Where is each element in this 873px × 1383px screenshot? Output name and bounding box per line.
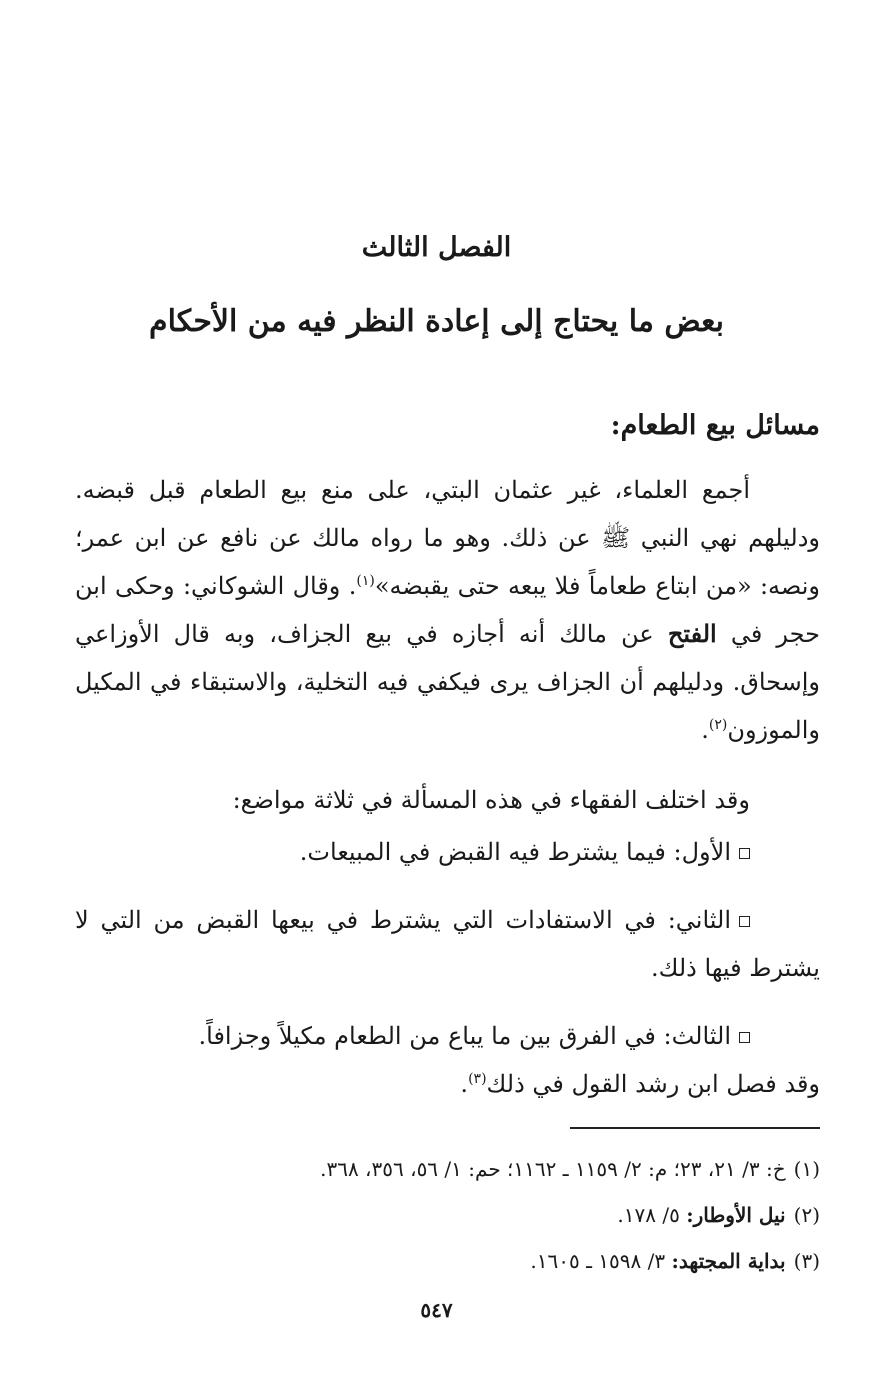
square-bullet-icon <box>739 916 750 927</box>
footnote-2 <box>60 1192 820 1238</box>
item-label: الأول: <box>673 838 731 866</box>
item-text: في الفرق بين ما يباع من الطعام مكيلاً وجزافاً. <box>198 1022 664 1050</box>
footnote-divider <box>570 1127 820 1129</box>
footnote-number: (٣) <box>793 1249 820 1273</box>
item-text: فيما يشترط فيه القبض في المبيعات. <box>299 838 674 866</box>
paragraph-1 <box>75 466 820 754</box>
footnote-number: (٢) <box>793 1203 820 1227</box>
footnote-ref-2[interactable]: (٢) <box>708 717 728 733</box>
item-extra-text: وقد فصل ابن رشد القول في ذلك <box>486 1070 820 1098</box>
page-number: ٥٤٧ <box>420 1298 453 1322</box>
item-label: الثالث: <box>663 1022 731 1050</box>
footnote-text: خ: ٣/ ٢١، ٢٣؛ م: ٢/ ١١٥٩ ـ ١١٦٢؛ حم: ١/ ٥٦، ٣٥٦، ٣٦٨. <box>320 1157 786 1181</box>
square-bullet-icon <box>739 848 750 859</box>
paragraph-1-part-2: . وقال الشوكاني: وحكى ابن حجر في <box>75 572 820 648</box>
paragraph-1-part-1: أجمع العلماء، غير عثمان البتي، على منع بيع الطعام قبل قبضه. ودليلهم نهي النبي ﷺ عن ذلك. وهو ما رواه مالك عن نافع عن ابن عمر؛ ونصه: «من ابتاع طعاماً فلا يبعه حتى يقبضه» <box>75 476 821 600</box>
paragraph-1-part-4: . <box>701 716 709 744</box>
footnote-3 <box>60 1238 820 1284</box>
list-item <box>75 1012 820 1108</box>
footnote-source: بداية المجتهد: <box>671 1249 786 1273</box>
footnote-text: ٥/ ١٧٨. <box>617 1203 687 1227</box>
footnote-source: نيل الأوطار: <box>686 1203 786 1227</box>
item-text: في الاستفادات التي يشترط في بيعها القبض من التي لا يشترط فيها ذلك. <box>75 906 820 982</box>
book-title-fath: الفتح <box>667 619 717 648</box>
chapter-subtitle: بعض ما يحتاج إلى إعادة النظر فيه من الأحكام <box>149 304 724 339</box>
section-heading: مسائل بيع الطعام: <box>610 410 820 441</box>
footnote-1 <box>60 1146 820 1192</box>
item-label: الثاني: <box>667 906 731 934</box>
issues-intro: وقد اختلف الفقهاء في هذه المسألة في ثلاثة مواضع: <box>232 786 750 814</box>
item-end: . <box>460 1070 469 1098</box>
list-item <box>75 896 820 992</box>
footnote-number: (١) <box>793 1157 820 1181</box>
square-bullet-icon <box>739 1032 750 1043</box>
footnotes <box>60 1146 820 1284</box>
footnote-ref-1[interactable]: (١) <box>356 573 375 589</box>
paragraph-1-part-3: عن مالك أنه أجازه في بيع الجزاف، وبه قال الأوزاعي وإسحاق. ودليلهم أن الجزاف يرى فيكفي فيه التخلية، والاستبقاء في المكيل والموزون <box>75 620 820 744</box>
footnote-ref-3[interactable]: (٣) <box>468 1071 487 1087</box>
chapter-title: الفصل الثالث <box>361 232 512 263</box>
footnote-text: ٣/ ١٥٩٨ ـ ١٦٠٥. <box>530 1249 672 1273</box>
list-item <box>75 828 820 876</box>
